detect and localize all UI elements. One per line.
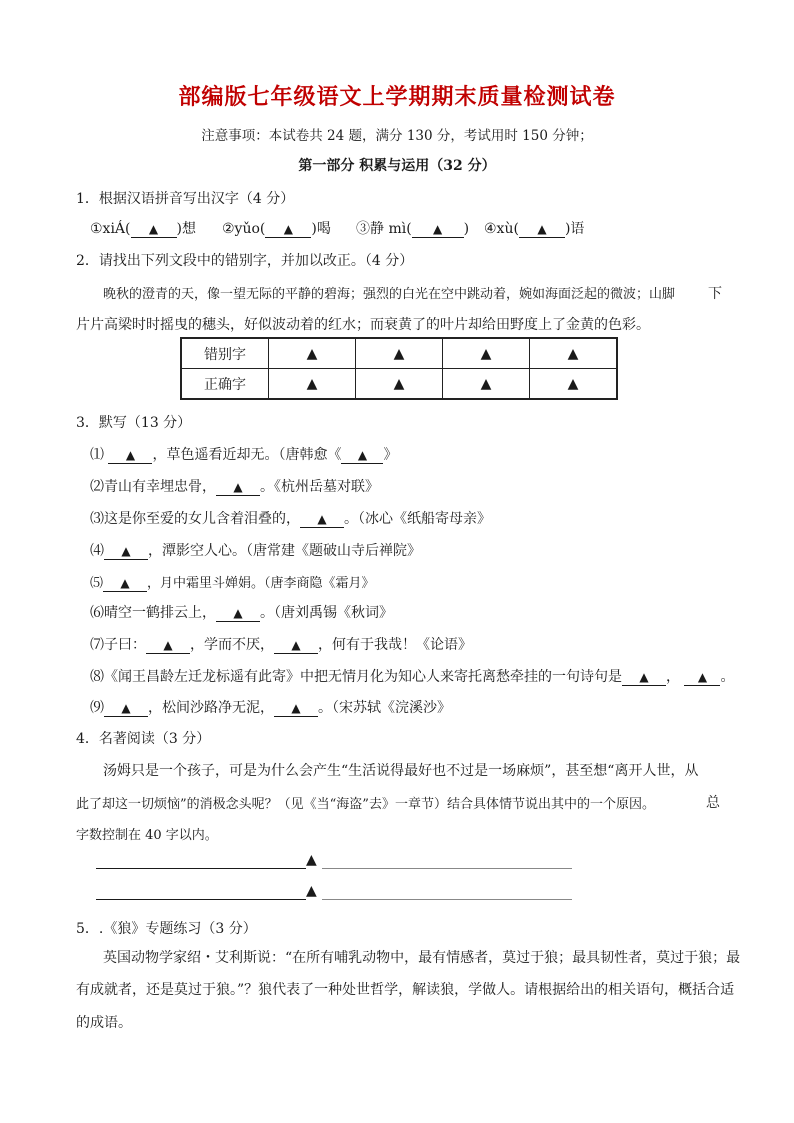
page-title: 部编版七年级语文上学期期末质量检测试卷	[178, 84, 616, 110]
q1-item-3: ③静 mì( ▲ )	[356, 221, 470, 237]
row-label-correct: 正确字	[181, 369, 269, 400]
q3-stem: 3．默写（13 分）	[76, 415, 192, 431]
q2-passage-line-2: 片片高梁时时摇曳的穗头，好似波动着的红水；而衰黄了的叶片却给田野度上了金黄的色彩。	[76, 317, 650, 333]
answer-blank[interactable]: ▲	[265, 222, 311, 238]
q1-item-2: ②yǔo( ▲ )喝	[222, 221, 331, 237]
answer-line[interactable]	[96, 868, 306, 869]
correct-char-cell[interactable]: ▲	[443, 369, 530, 400]
part-heading: 第一部分 积累与运用（32 分）	[298, 158, 496, 174]
q4-text-line-3: 字数控制在 40 字以内。	[76, 828, 218, 843]
correct-char-cell[interactable]: ▲	[269, 369, 356, 400]
q2-passage-line-1-end: 下	[708, 286, 722, 302]
answer-blank[interactable]: ▲	[274, 701, 318, 717]
q4-stem: 4．名著阅读（3 分）	[76, 731, 211, 747]
answer-blank[interactable]: ▲	[131, 222, 177, 238]
correct-char-cell[interactable]: ▲	[530, 369, 618, 400]
answer-blank[interactable]: ▲	[519, 222, 565, 238]
answer-blank[interactable]: ▲	[103, 577, 147, 592]
answer-mark: ▲	[306, 883, 317, 899]
q5-text-line-3: 的成语。	[76, 1015, 132, 1031]
answer-blank[interactable]: ▲	[108, 448, 152, 464]
answer-line[interactable]	[322, 868, 572, 869]
q1-item-1: ①xiÁ( ▲ )想	[90, 221, 196, 237]
q1-stem: 1．根据汉语拼音写出汉字（4 分）	[76, 191, 295, 207]
table-row	[181, 338, 617, 369]
answer-line[interactable]	[322, 899, 572, 900]
q4-text-line-2-end: 总	[706, 795, 720, 811]
q4-text-line-1: 汤姆只是一个孩子，可是为什么会产生“生活说得最好也不过是一场麻烦”，甚至想“离开人世，从	[103, 763, 699, 779]
wrong-char-cell[interactable]: ▲	[356, 338, 443, 369]
q5-stem: 5．.《狼》专题练习（3 分）	[76, 921, 257, 937]
answer-blank[interactable]: ▲	[216, 480, 260, 496]
q1-item-4: ④xù( ▲ )语	[484, 221, 585, 237]
row-label-wrong: 错别字	[181, 338, 269, 369]
table-row	[181, 369, 617, 400]
q3-line-1: ⑴ ▲ ，草色遥看近却无。（唐韩愈《 ▲ 》	[90, 447, 398, 463]
q3-line-2: ⑵青山有幸埋忠骨， ▲ 。《杭州岳墓对联》	[90, 479, 379, 495]
answer-mark: ▲	[306, 852, 317, 868]
q3-line-7: ⑺子曰： ▲ ，学而不厌， ▲ ，何有于我哉！《论语》	[90, 637, 472, 653]
q3-line-9: ⑼ ▲ ，松间沙路净无泥， ▲ 。（宋苏轼《浣溪沙》	[90, 700, 451, 716]
answer-blank[interactable]: ▲	[274, 638, 318, 654]
q3-line-8: ⑻《闻王昌龄左迁龙标遥有此寄》中把无情月化为知心人来寄托离愁牵挂的一句诗句是 ▲ ， ▲ 。	[90, 669, 735, 685]
q4-text-line-2: 此了却这一切烦恼”的消极念头呢？（见《当“海盗”去》一章节）结合具体情节说出其中的一个原因。	[76, 797, 655, 812]
q3-line-4: ⑷ ▲ ，潭影空人心。（唐常建《题破山寺后禅院》	[90, 543, 421, 559]
answer-line[interactable]	[96, 899, 306, 900]
q3-line-3: ⑶这是你至爱的女儿含着泪叠的， ▲ 。（冰心《纸船寄母亲》	[90, 511, 491, 527]
wrong-char-cell[interactable]: ▲	[269, 338, 356, 369]
answer-blank[interactable]: ▲	[104, 701, 148, 717]
wrong-char-cell[interactable]: ▲	[443, 338, 530, 369]
answer-blank[interactable]: ▲	[622, 670, 666, 686]
q2-stem: 2．请找出下列文段中的错别字，并加以改正。（4 分）	[76, 253, 414, 269]
correct-char-cell[interactable]: ▲	[356, 369, 443, 400]
answer-blank[interactable]: ▲	[146, 638, 190, 654]
q5-text-line-1: 英国动物学家绍・艾利斯说：“在所有哺乳动物中，最有情感者，莫过于狼；最具韧性者，莫过于狼；最	[103, 950, 741, 966]
q2-passage-line-1: 晚秋的澄青的天，像一望无际的平静的碧海；强烈的白光在空中跳动着，婉如海面泛起的微波；山脚	[103, 287, 676, 302]
q3-line-6: ⑹晴空一鹤排云上， ▲ 。（唐刘禹锡《秋词》	[90, 605, 393, 621]
answer-blank[interactable]: ▲	[341, 448, 383, 464]
answer-blank[interactable]: ▲	[412, 222, 464, 238]
answer-blank[interactable]: ▲	[684, 670, 720, 686]
wrong-char-cell[interactable]: ▲	[530, 338, 618, 369]
exam-notice: 注意事项：本试卷共 24 题，满分 130 分，考试用时 150 分钟；	[201, 128, 593, 144]
correction-table	[180, 337, 618, 400]
answer-blank[interactable]: ▲	[216, 606, 260, 622]
answer-blank[interactable]: ▲	[300, 512, 344, 528]
q3-line-5: ⑸ ▲ ，月中霜里斗婵娟。（唐李商隐《霜月》	[90, 576, 375, 591]
answer-blank[interactable]: ▲	[104, 544, 148, 560]
q5-text-line-2: 有成就者，还是莫过于狼。”？狼代表了一种处世哲学，解读狼，学做人。请根据给出的相关语句，概括合适	[76, 982, 735, 998]
